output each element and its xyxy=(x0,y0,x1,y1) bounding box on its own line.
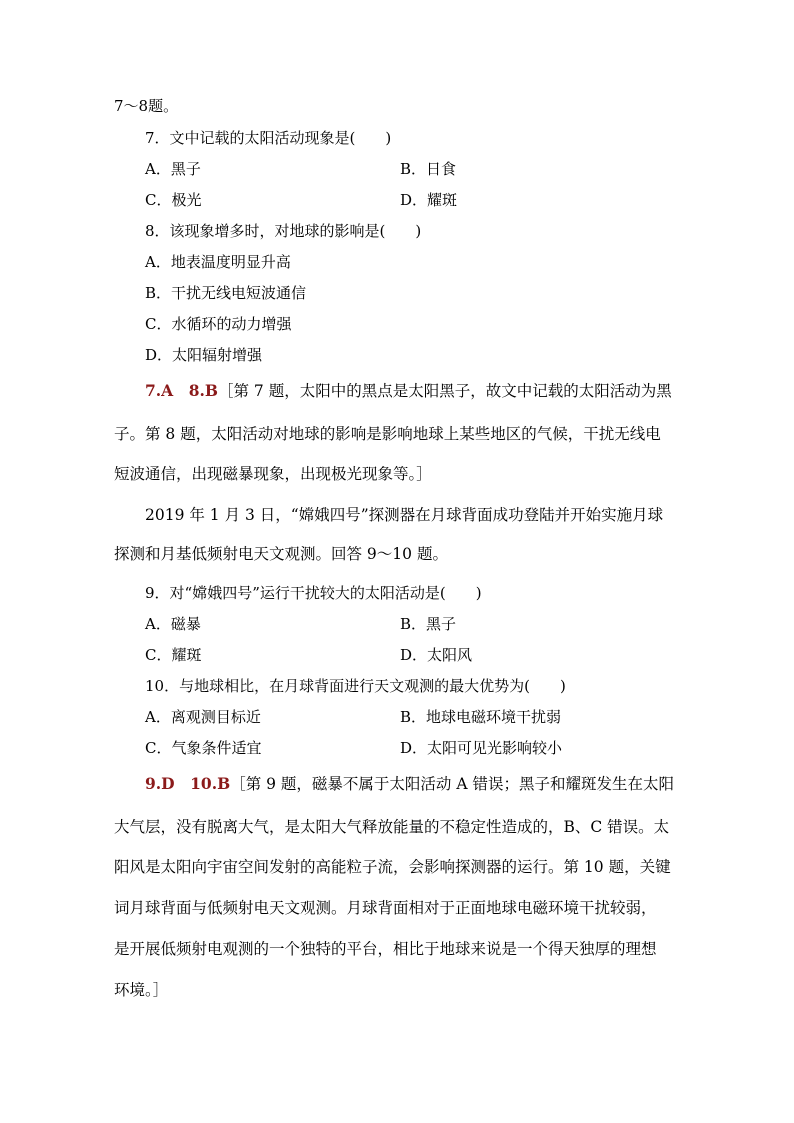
q7-option-d: D．耀斑 xyxy=(400,191,458,209)
q7-option-b: B．日食 xyxy=(400,160,457,178)
explanation-2-line-5: 是开展低频射电观测的一个独特的平台，相比于地球来说是一个得天独厚的理想 xyxy=(114,940,657,958)
q8-option-d: D．太阳辐射增强 xyxy=(145,346,263,364)
explanation-text: ［第 9 题，磁暴不属于太阳活动 A 错误；黑子和耀斑发生在太阳 xyxy=(230,775,674,793)
q9-option-c: C．耀斑 xyxy=(145,646,202,664)
explanation-text: ［第 7 题，太阳中的黑点是太阳黑子，故文中记载的太阳活动为黑 xyxy=(218,382,672,400)
answer-key-7-8: 7.A 8.B xyxy=(145,381,218,400)
explanation-2-line-1 xyxy=(145,774,674,794)
explanation-1-line-1 xyxy=(145,381,672,401)
passage-line-2: 探测和月基低频射电天文观测。回答 9～10 题。 xyxy=(114,545,448,563)
q8-option-c: C．水循环的动力增强 xyxy=(145,315,292,333)
q8-option-a: A．地表温度明显升高 xyxy=(145,253,291,271)
question-8-stem: 8．该现象增多时，对地球的影响是( ) xyxy=(145,222,422,240)
question-7-stem: 7．文中记载的太阳活动现象是( ) xyxy=(145,129,392,147)
passage-line-1: 2019 年 1 月 3 日，“嫦娥四号”探测器在月球背面成功登陆并开始实施月球 xyxy=(145,506,664,524)
explanation-2-line-6: 环境。］ xyxy=(114,981,169,999)
q9-option-a: A．磁暴 xyxy=(145,615,201,633)
explanation-1-line-3: 短波通信，出现磁暴现象，出现极光现象等。］ xyxy=(114,465,432,483)
q8-option-b: B．干扰无线电短波通信 xyxy=(145,284,307,302)
q10-option-a: A．离观测目标近 xyxy=(145,708,261,726)
explanation-2-line-2: 大气层，没有脱离大气，是太阳大气释放能量的不稳定性造成的，B、C 错误。太 xyxy=(114,818,670,836)
q10-option-c: C．气象条件适宜 xyxy=(145,739,262,757)
q9-option-d: D．太阳风 xyxy=(400,646,473,664)
question-9-stem: 9．对“嫦娥四号”运行干扰较大的太阳活动是( ) xyxy=(145,584,482,602)
q7-option-c: C．极光 xyxy=(145,191,202,209)
q10-option-b: B．地球电磁环境干扰弱 xyxy=(400,708,562,726)
explanation-2-line-3: 阳风是太阳向宇宙空间发射的高能粒子流，会影响探测器的运行。第 10 题，关键 xyxy=(114,858,671,876)
explanation-1-line-2: 子。第 8 题，太阳活动对地球的影响是影响地球上某些地区的气候，干扰无线电 xyxy=(114,425,661,443)
intro-tail: 7～8题。 xyxy=(114,97,179,115)
q9-option-b: B．黑子 xyxy=(400,615,457,633)
answer-key-9-10: 9.D 10.B xyxy=(145,774,231,793)
question-10-stem: 10．与地球相比，在月球背面进行天文观测的最大优势为( ) xyxy=(145,677,566,695)
q10-option-d: D．太阳可见光影响较小 xyxy=(400,739,563,757)
explanation-2-line-4: 词月球背面与低频射电天文观测。月球背面相对于正面地球电磁环境干扰较弱， xyxy=(114,899,657,917)
q7-option-a: A．黑子 xyxy=(145,160,201,178)
